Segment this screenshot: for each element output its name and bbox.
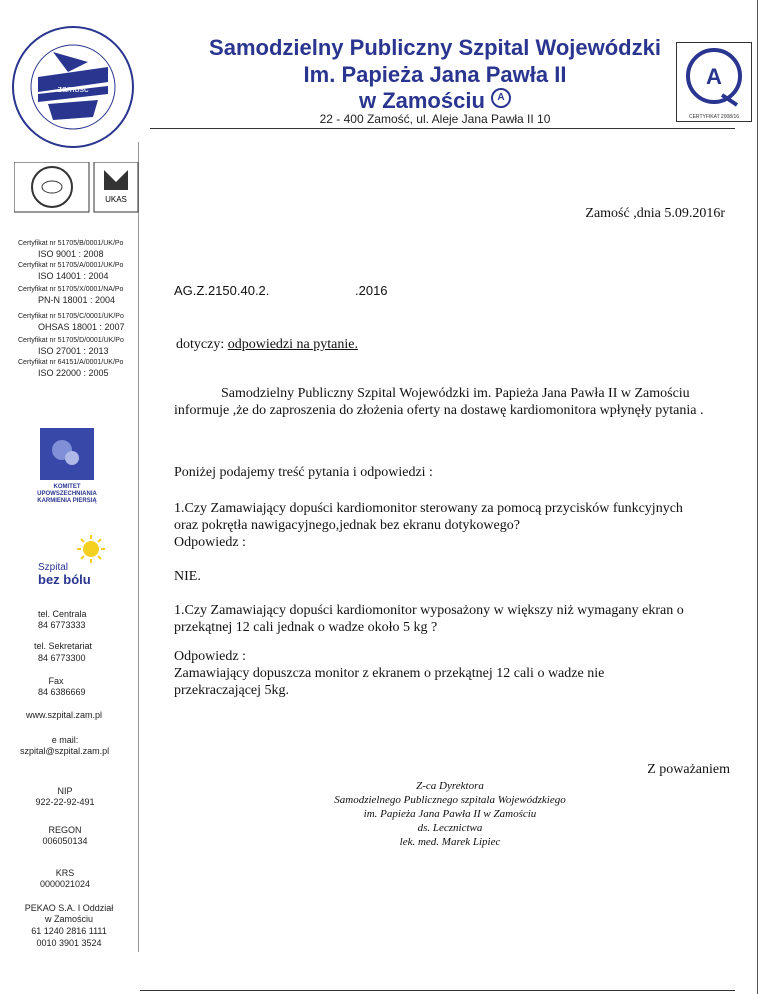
intro-paragraph: Samodzielny Publiczny Szpital Wojewódzki im. Papieża Jana Pawła II w Zamościu informuje ,że do zaproszenia do złożenia oferty na dostawę kardiomonitora wpłynęły pytania . bbox=[174, 386, 704, 418]
signature-line-5: lek. med. Marek Lipiec bbox=[399, 836, 501, 848]
answer-2-label: Odpowiedz : bbox=[174, 649, 246, 664]
answer-2: Zamawiający dopuszcza monitor z ekranem o przekątnej 12 cali o wadze nie przekraczającej 5kg. bbox=[174, 666, 605, 698]
bank-name: PEKAO S.A. I Oddział bbox=[24, 903, 114, 913]
cert-6-number: Certyfikat nr 64151/A/0001/UK/Po bbox=[18, 359, 124, 366]
cert-1-number: Certyfikat nr 51705/B/0001/UK/Po bbox=[18, 240, 124, 247]
hospital-name-line3: w Zamościu A bbox=[150, 88, 720, 114]
signature-line-4: ds. Lecznictwa bbox=[417, 822, 483, 834]
page-edge bbox=[757, 0, 758, 994]
cert-3-standard: PN-N 18001 : 2004 bbox=[38, 295, 116, 305]
subject-line bbox=[176, 337, 358, 353]
cert-5-number: Certyfikat nr 51705/D/0001/UK/Po bbox=[18, 337, 124, 344]
reference-year: .2016 bbox=[355, 283, 388, 298]
hospital-name-line1: Samodzielny Publiczny Szpital Wojewódzki bbox=[209, 35, 661, 60]
committee-caption: KOMITET UPOWSZECHNIANIA KARMIENIA PIERSIĄ bbox=[37, 484, 97, 504]
question-2: 1.Czy Zamawiający dopuści kardiomonitor wyposażony w większy niż wymagany ekran o przekątnej 12 cali jednak o wadze około 5 kg ? bbox=[174, 603, 684, 635]
bank-account-1: 61 1240 2816 1111 bbox=[31, 926, 107, 936]
breastfeeding-committee-logo bbox=[40, 428, 94, 480]
cert-6-standard: ISO 22000 : 2005 bbox=[38, 368, 109, 378]
cert-1-standard: ISO 9001 : 2008 bbox=[38, 249, 104, 259]
tel-sekretariat-label: tel. Sekretariat bbox=[34, 641, 93, 651]
question-1: 1.Czy Zamawiający dopuści kardiomonitor sterowany za pomocą przycisków funkcyjnych oraz pokrętła nawigacyjnego,jednak bez ekranu dotykowego? bbox=[174, 501, 683, 533]
logo-left-text: zamość bbox=[57, 84, 89, 94]
quality-caption: CERTYFIKAT 2008/16 bbox=[688, 114, 740, 120]
regon: 006050134 bbox=[42, 836, 88, 846]
hospital-logo bbox=[8, 22, 138, 152]
cert-4-standard: OHSAS 18001 : 2007 bbox=[38, 322, 125, 332]
pain-free-label-2: bez bólu bbox=[38, 572, 91, 587]
sun-icon bbox=[76, 534, 106, 564]
subject-prefix: dotyczy: bbox=[176, 337, 228, 352]
ukas-label: UKAS bbox=[105, 195, 127, 204]
sidebar-rule bbox=[138, 142, 139, 952]
hospital-name-line2: Im. Papieża Jana Pawła II bbox=[303, 62, 567, 87]
answer-1-label: Odpowiedz : bbox=[174, 535, 246, 550]
header-rule bbox=[150, 128, 735, 129]
regon-label: REGON bbox=[48, 825, 82, 835]
footer-rule bbox=[140, 990, 735, 991]
cert-2-standard: ISO 14001 : 2004 bbox=[38, 271, 109, 281]
nip-label: NIP bbox=[57, 786, 73, 796]
hospital-address: 22 - 400 Zamość, ul. Aleje Jana Pawła II 10 bbox=[319, 112, 551, 126]
reference-number: AG.Z.2150.40.2. bbox=[174, 283, 270, 298]
signature-line-1: Z-ca Dyrektora bbox=[416, 780, 484, 792]
fax: 84 6386669 bbox=[38, 687, 86, 697]
krs-label: KRS bbox=[55, 868, 75, 878]
a-mark-icon: A bbox=[491, 88, 511, 108]
svg-text:A: A bbox=[706, 64, 722, 89]
pain-free-label-1: Szpital bbox=[38, 562, 69, 573]
bank-account-2: 0010 3901 3524 bbox=[36, 938, 102, 948]
answer-1: NIE. bbox=[174, 569, 201, 584]
certification-logos bbox=[14, 162, 139, 214]
fax-label: Fax bbox=[48, 676, 64, 686]
cert-3-number: Certyfikat nr 51705/X/0001/NA/Po bbox=[18, 286, 124, 293]
email: szpital@szpital.zam.pl bbox=[20, 746, 110, 756]
closing: Z poważaniem bbox=[647, 762, 730, 777]
cert-4-number: Certyfikat nr 51705/C/0001/UK/Po bbox=[18, 313, 124, 320]
nip: 922-22-92-491 bbox=[35, 797, 95, 807]
tel-sekretariat: 84 6773300 bbox=[38, 653, 86, 663]
email-label: e mail: bbox=[51, 735, 79, 745]
tel-centrala-label: tel. Centrala bbox=[38, 609, 87, 619]
website: www.szpital.zam.pl bbox=[26, 710, 103, 720]
letter-date: Zamość ,dnia 5.09.2016r bbox=[585, 206, 725, 221]
signature-line-3: im. Papieża Jana Pawła II w Zamościu bbox=[363, 808, 537, 820]
krs: 0000021024 bbox=[39, 879, 91, 889]
quality-certificate-logo bbox=[676, 42, 752, 122]
subject-text: odpowiedzi na pytanie. bbox=[227, 337, 358, 352]
cert-5-standard: ISO 27001 : 2013 bbox=[38, 346, 109, 356]
bank-branch: w Zamościu bbox=[44, 914, 93, 924]
below-line: Poniżej podajemy treść pytania i odpowiedzi : bbox=[174, 465, 433, 480]
tel-centrala: 84 6773333 bbox=[38, 620, 86, 630]
signature-line-2: Samodzielnego Publicznego szpitala Wojewódzkiego bbox=[334, 794, 566, 806]
cert-2-number: Certyfikat nr 51705/A/0001/UK/Po bbox=[18, 262, 124, 269]
